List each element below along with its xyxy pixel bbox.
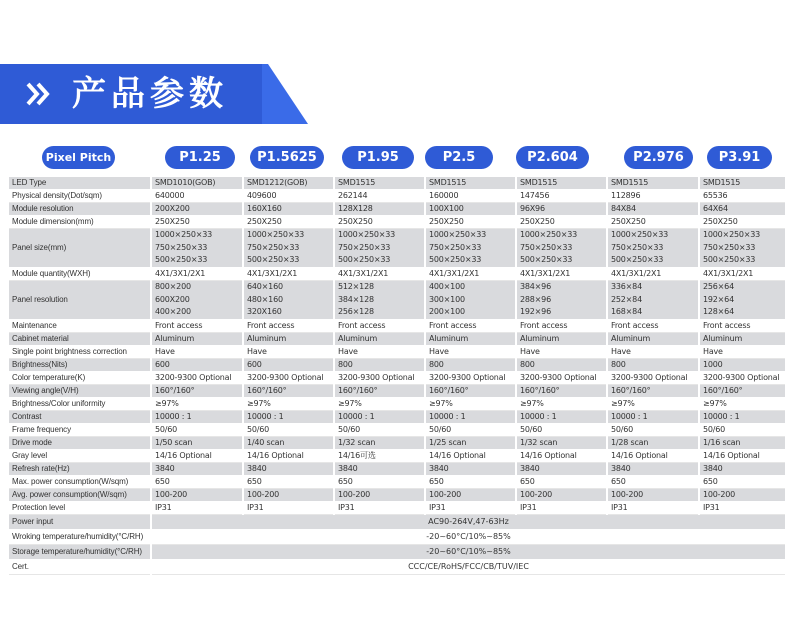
spec-value: 112896 <box>607 190 699 203</box>
spec-value: 10000 : 1 <box>516 411 607 424</box>
spec-value: 1/28 scan <box>607 437 699 450</box>
spec-value-line: 750×250×33 <box>338 242 391 252</box>
spec-row-contrast <box>9 411 785 424</box>
spec-label: Brightness/Color uniformity <box>9 398 151 411</box>
spec-label: Max. power consumption(W/sqm) <box>9 476 151 489</box>
spec-value: 147456 <box>516 190 607 203</box>
spec-value: 14/16 Optional <box>607 450 699 463</box>
spec-value-line: 750×250×33 <box>520 242 573 252</box>
spec-value <box>699 281 785 320</box>
spec-row-power-input <box>9 515 785 530</box>
spec-value: 800 <box>516 359 607 372</box>
spec-value: 3840 <box>243 463 334 476</box>
spec-value: 10000 : 1 <box>243 411 334 424</box>
spec-label: Avg. power consumption(W/sqm) <box>9 489 151 502</box>
spec-value: 14/16 Optional <box>151 450 243 463</box>
spec-value <box>607 281 699 320</box>
spec-value-line: 288×96 <box>520 294 551 304</box>
spec-value: 4X1/3X1/2X1 <box>425 268 516 281</box>
spec-value-line: 800×200 <box>155 282 191 292</box>
spec-label: Panel size(mm) <box>9 229 151 268</box>
spec-row-panel-resolution <box>9 281 785 320</box>
spec-value-line: 256×128 <box>338 307 374 317</box>
spec-value-line: 192×64 <box>703 294 734 304</box>
spec-value: 4X1/3X1/2X1 <box>699 268 785 281</box>
spec-value: Aluminum <box>151 333 243 346</box>
spec-value: 50/60 <box>425 424 516 437</box>
spec-row-refresh-rate-hz <box>9 463 785 476</box>
spec-value: ≥97% <box>516 398 607 411</box>
spec-value-line: 1000×250×33 <box>520 230 578 240</box>
spec-value-shared: -20~60°C/10%~85% <box>151 530 785 545</box>
spec-value: 262144 <box>334 190 425 203</box>
spec-value: 160°/160° <box>699 385 785 398</box>
spec-value: 10000 : 1 <box>151 411 243 424</box>
spec-row-storage-temperature-humidity-c-rh <box>9 545 785 560</box>
spec-value: 650 <box>243 476 334 489</box>
model-P2-604: P2.604 <box>516 146 589 169</box>
spec-value-line: 1000×250×33 <box>338 230 396 240</box>
spec-value: 100-200 <box>334 489 425 502</box>
spec-value-line: 750×250×33 <box>611 242 664 252</box>
spec-value: 3200-9300 Optional <box>151 372 243 385</box>
spec-value: 200X200 <box>151 203 243 216</box>
spec-value-line: 300×100 <box>429 294 465 304</box>
spec-value: IP31 <box>425 502 516 515</box>
spec-row-single-point-brightness-correction <box>9 346 785 359</box>
spec-value <box>243 229 334 268</box>
spec-value: 650 <box>425 476 516 489</box>
spec-value-line: 500×250×33 <box>247 255 300 265</box>
spec-row-gray-level <box>9 450 785 463</box>
spec-value: 10000 : 1 <box>425 411 516 424</box>
spec-value: 65536 <box>699 190 785 203</box>
spec-label: Single point brightness correction <box>9 346 151 359</box>
spec-value <box>425 281 516 320</box>
spec-value: 100-200 <box>516 489 607 502</box>
spec-value: Front access <box>699 320 785 333</box>
spec-value-line: 192×96 <box>520 307 551 317</box>
spec-row-module-resolution <box>9 203 785 216</box>
spec-value: 50/60 <box>516 424 607 437</box>
spec-value-line: 750×250×33 <box>429 242 482 252</box>
spec-value: ≥97% <box>151 398 243 411</box>
spec-value-line: 500×250×33 <box>520 255 573 265</box>
spec-value: 3840 <box>425 463 516 476</box>
spec-row-frame-frequency <box>9 424 785 437</box>
spec-value: SMD1212(GOB) <box>243 177 334 190</box>
spec-value: 3200-9300 Optional <box>334 372 425 385</box>
double-chevron-right-icon <box>24 80 52 108</box>
spec-label: Brightness(Nits) <box>9 359 151 372</box>
spec-value: Aluminum <box>243 333 334 346</box>
spec-value-line: 512×128 <box>338 282 374 292</box>
spec-value: 3200-9300 Optional <box>516 372 607 385</box>
spec-value: 50/60 <box>334 424 425 437</box>
spec-value: 1/32 scan <box>334 437 425 450</box>
spec-value-line: 1000×250×33 <box>611 230 669 240</box>
spec-label: LED Type <box>9 177 151 190</box>
spec-value: 160X160 <box>243 203 334 216</box>
spec-label: Module quantity(WXH) <box>9 268 151 281</box>
spec-value: 3200-9300 Optional <box>699 372 785 385</box>
spec-label: Wroking temperature/humidity(°C/RH) <box>9 530 151 545</box>
spec-value: 96X96 <box>516 203 607 216</box>
page-title: 产品参数 <box>72 74 228 114</box>
spec-value-line: 168×84 <box>611 307 642 317</box>
spec-value: 160°/160° <box>516 385 607 398</box>
spec-value-line: 750×250×33 <box>703 242 756 252</box>
spec-value: IP31 <box>243 502 334 515</box>
spec-value: Aluminum <box>516 333 607 346</box>
model-P2-976: P2.976 <box>624 146 693 169</box>
spec-label: Protection level <box>9 502 151 515</box>
spec-value: 3840 <box>607 463 699 476</box>
spec-value: 160°/160° <box>334 385 425 398</box>
spec-value: 1000 <box>699 359 785 372</box>
spec-row-cabinet-material <box>9 333 785 346</box>
spec-value-line: 640×160 <box>247 282 283 292</box>
spec-value: IP31 <box>151 502 243 515</box>
spec-value-line: 256×64 <box>703 282 734 292</box>
spec-value <box>151 229 243 268</box>
spec-value: Have <box>425 346 516 359</box>
spec-value: 160°/160° <box>151 385 243 398</box>
spec-value <box>425 229 516 268</box>
spec-value: 100-200 <box>699 489 785 502</box>
spec-value: 100X100 <box>425 203 516 216</box>
spec-value: Front access <box>607 320 699 333</box>
spec-value: 14/16 Optional <box>699 450 785 463</box>
spec-value-line: 500×250×33 <box>703 255 756 265</box>
spec-value-line: 336×84 <box>611 282 642 292</box>
spec-row-brightness-nits <box>9 359 785 372</box>
spec-value-line: 750×250×33 <box>247 242 300 252</box>
spec-value: 4X1/3X1/2X1 <box>516 268 607 281</box>
spec-value: 128X128 <box>334 203 425 216</box>
spec-value: 250X250 <box>699 216 785 229</box>
spec-value: 250X250 <box>425 216 516 229</box>
spec-value: 160°/160° <box>607 385 699 398</box>
spec-value: ≥97% <box>334 398 425 411</box>
spec-value: Have <box>699 346 785 359</box>
spec-value: SMD1515 <box>334 177 425 190</box>
spec-value: 800 <box>607 359 699 372</box>
spec-row-max-power-consumption-w-sqm <box>9 476 785 489</box>
spec-value: 650 <box>699 476 785 489</box>
spec-value: 1/25 scan <box>425 437 516 450</box>
model-P1-5625: P1.5625 <box>250 146 324 169</box>
spec-label: Refresh rate(Hz) <box>9 463 151 476</box>
spec-value: 10000 : 1 <box>334 411 425 424</box>
spec-value <box>516 281 607 320</box>
spec-value: 4X1/3X1/2X1 <box>243 268 334 281</box>
spec-value: 800 <box>425 359 516 372</box>
spec-value-line: 500×250×33 <box>338 255 391 265</box>
spec-value: Front access <box>151 320 243 333</box>
spec-value: Front access <box>516 320 607 333</box>
spec-value: 50/60 <box>151 424 243 437</box>
spec-value <box>243 281 334 320</box>
spec-value: 100-200 <box>151 489 243 502</box>
spec-value: 1/32 scan <box>516 437 607 450</box>
spec-value: 4X1/3X1/2X1 <box>151 268 243 281</box>
spec-value: 100-200 <box>425 489 516 502</box>
spec-value: Aluminum <box>334 333 425 346</box>
spec-value: ≥97% <box>607 398 699 411</box>
spec-value: 100-200 <box>607 489 699 502</box>
spec-value-line: 600X200 <box>155 294 190 304</box>
spec-value: 14/16可选 <box>334 450 425 463</box>
spec-value: SMD1515 <box>516 177 607 190</box>
spec-row-avg-power-consumption-w-sqm <box>9 489 785 502</box>
spec-value: 3200-9300 Optional <box>243 372 334 385</box>
spec-value: 800 <box>334 359 425 372</box>
spec-value-line: 128×64 <box>703 307 734 317</box>
spec-value: 3840 <box>151 463 243 476</box>
spec-value: 64X64 <box>699 203 785 216</box>
spec-value-line: 1000×250×33 <box>429 230 487 240</box>
spec-value-line: 400×100 <box>429 282 465 292</box>
spec-value: 4X1/3X1/2X1 <box>334 268 425 281</box>
spec-value-line: 1000×250×33 <box>247 230 305 240</box>
spec-value: 14/16 Optional <box>425 450 516 463</box>
spec-value: SMD1515 <box>607 177 699 190</box>
spec-value: 100-200 <box>243 489 334 502</box>
spec-value: IP31 <box>607 502 699 515</box>
spec-value: 10000 : 1 <box>607 411 699 424</box>
spec-value: Have <box>516 346 607 359</box>
spec-value: SMD1515 <box>699 177 785 190</box>
spec-value-line: 384×128 <box>338 294 374 304</box>
spec-label: Physical density(Dot/sqm) <box>9 190 151 203</box>
spec-value-shared: -20~60°C/10%~85% <box>151 545 785 560</box>
spec-label: Storage temperature/humidity(°C/RH) <box>9 545 151 560</box>
spec-value-line: 500×250×33 <box>611 255 664 265</box>
spec-row-viewing-angle-v-h <box>9 385 785 398</box>
spec-value-line: 1000×250×33 <box>155 230 213 240</box>
spec-value <box>607 229 699 268</box>
spec-row-cert <box>9 560 785 575</box>
model-P2-5: P2.5 <box>425 146 493 169</box>
spec-value-line: 200×100 <box>429 307 465 317</box>
spec-value: 640000 <box>151 190 243 203</box>
spec-value-line: 750×250×33 <box>155 242 208 252</box>
spec-value: IP31 <box>334 502 425 515</box>
spec-value-line: 400×200 <box>155 307 191 317</box>
spec-value: 250X250 <box>243 216 334 229</box>
spec-value: 160°/160° <box>243 385 334 398</box>
spec-value: 250X250 <box>516 216 607 229</box>
spec-value <box>334 229 425 268</box>
spec-label: Maintenance <box>9 320 151 333</box>
spec-value: 84X84 <box>607 203 699 216</box>
spec-value: 4X1/3X1/2X1 <box>607 268 699 281</box>
spec-value: 1/50 scan <box>151 437 243 450</box>
spec-value: 3200-9300 Optional <box>607 372 699 385</box>
spec-row-physical-density-dot-sqm <box>9 190 785 203</box>
spec-value-shared: AC90-264V,47-63Hz <box>151 515 785 530</box>
spec-value-line: 500×250×33 <box>429 255 482 265</box>
spec-value: 3840 <box>699 463 785 476</box>
spec-row-led-type <box>9 177 785 190</box>
spec-value: Have <box>607 346 699 359</box>
spec-label: Power input <box>9 515 151 530</box>
spec-row-brightness-color-uniformity <box>9 398 785 411</box>
spec-value-line: 252×84 <box>611 294 642 304</box>
spec-label: Module dimension(mm) <box>9 216 151 229</box>
spec-row-wroking-temperature-humidity-c-rh <box>9 530 785 545</box>
spec-value: 1/16 scan <box>699 437 785 450</box>
spec-value: SMD1515 <box>425 177 516 190</box>
spec-value: 250X250 <box>151 216 243 229</box>
spec-value-line: 480×160 <box>247 294 283 304</box>
spec-value: 1/40 scan <box>243 437 334 450</box>
spec-value: 50/60 <box>243 424 334 437</box>
spec-value-line: 384×96 <box>520 282 551 292</box>
spec-value: Front access <box>425 320 516 333</box>
spec-value: 3840 <box>334 463 425 476</box>
spec-label: Viewing angle(V/H) <box>9 385 151 398</box>
spec-value: ≥97% <box>243 398 334 411</box>
spec-value <box>151 281 243 320</box>
spec-row-module-quantity-wxh <box>9 268 785 281</box>
spec-value: 650 <box>151 476 243 489</box>
spec-value: Front access <box>334 320 425 333</box>
spec-value <box>699 229 785 268</box>
spec-row-module-dimension-mm <box>9 216 785 229</box>
spec-row-drive-mode <box>9 437 785 450</box>
spec-value: 14/16 Optional <box>243 450 334 463</box>
spec-table <box>9 177 785 575</box>
spec-value: Front access <box>243 320 334 333</box>
spec-row-protection-level <box>9 502 785 515</box>
model-P3-91: P3.91 <box>707 146 772 169</box>
spec-label: Cabinet material <box>9 333 151 346</box>
spec-label: Frame frequency <box>9 424 151 437</box>
spec-label: Drive mode <box>9 437 151 450</box>
spec-value: IP31 <box>699 502 785 515</box>
spec-value: 250X250 <box>607 216 699 229</box>
spec-value: Have <box>243 346 334 359</box>
spec-label: Module resolution <box>9 203 151 216</box>
model-P1-25: P1.25 <box>165 146 235 169</box>
spec-value: 650 <box>607 476 699 489</box>
spec-row-color-temperature-k <box>9 372 785 385</box>
spec-value: 3200-9300 Optional <box>425 372 516 385</box>
spec-value: 600 <box>151 359 243 372</box>
pixel-pitch-label: Pixel Pitch <box>42 146 115 169</box>
spec-value: 50/60 <box>607 424 699 437</box>
spec-value: ≥97% <box>425 398 516 411</box>
spec-value-line: 500×250×33 <box>155 255 208 265</box>
spec-value: 650 <box>334 476 425 489</box>
spec-value: 409600 <box>243 190 334 203</box>
spec-value: 160000 <box>425 190 516 203</box>
spec-value: 3840 <box>516 463 607 476</box>
spec-value: SMD1010(GOB) <box>151 177 243 190</box>
spec-value: Aluminum <box>425 333 516 346</box>
spec-value: Have <box>151 346 243 359</box>
spec-value: IP31 <box>516 502 607 515</box>
spec-value-line: 320X160 <box>247 307 282 317</box>
spec-value: 10000 : 1 <box>699 411 785 424</box>
spec-value <box>516 229 607 268</box>
spec-value: Aluminum <box>607 333 699 346</box>
spec-value: Have <box>334 346 425 359</box>
spec-row-panel-size-mm <box>9 229 785 268</box>
spec-value: ≥97% <box>699 398 785 411</box>
spec-label: Contrast <box>9 411 151 424</box>
spec-value: 600 <box>243 359 334 372</box>
spec-value: 160°/160° <box>425 385 516 398</box>
spec-value: 650 <box>516 476 607 489</box>
spec-row-maintenance <box>9 320 785 333</box>
spec-value: 50/60 <box>699 424 785 437</box>
spec-value <box>334 281 425 320</box>
spec-value: 250X250 <box>334 216 425 229</box>
spec-label: Panel resolution <box>9 281 151 320</box>
spec-value: Aluminum <box>699 333 785 346</box>
spec-value-line: 1000×250×33 <box>703 230 761 240</box>
spec-value: 14/16 Optional <box>516 450 607 463</box>
spec-value-shared: CCC/CE/RoHS/FCC/CB/TUV/IEC <box>151 560 785 575</box>
model-P1-95: P1.95 <box>342 146 414 169</box>
spec-label: Color temperature(K) <box>9 372 151 385</box>
spec-label: Gray level <box>9 450 151 463</box>
spec-label: Cert. <box>9 560 151 575</box>
